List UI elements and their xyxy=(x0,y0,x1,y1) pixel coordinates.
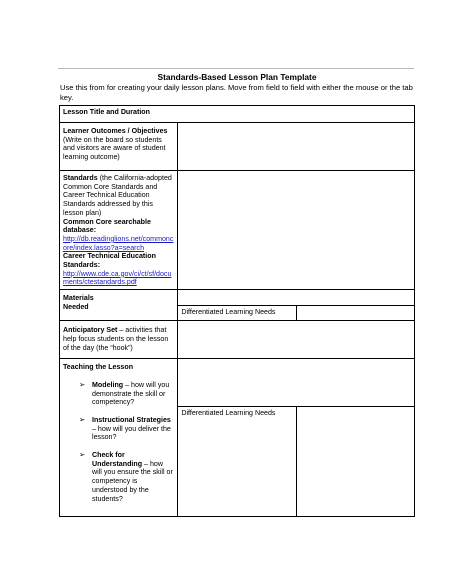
cte-label: Career Technical Education Standards: xyxy=(63,252,156,270)
instructional-strategies-text: – how will you deliver the lesson? xyxy=(92,424,171,442)
cte-link[interactable]: http://www.cde.ca.gov/ci/ct/sf/documents/ctestandards.pdf xyxy=(63,269,172,287)
anticipatory-label-cell xyxy=(60,321,178,359)
teaching-label: Teaching the Lesson xyxy=(63,363,134,372)
materials-diff-needs-label: Differentiated Learning Needs xyxy=(181,308,276,317)
document-title: Standards-Based Lesson Plan Template xyxy=(157,72,317,82)
teaching-diff-needs-cell xyxy=(178,407,296,517)
arrow-bullet-icon: ➢ xyxy=(79,450,86,460)
outcomes-label-cell xyxy=(60,123,178,171)
teaching-diff-needs-input[interactable] xyxy=(296,407,414,517)
lesson-plan-table xyxy=(59,105,415,517)
teaching-diff-needs-label: Differentiated Learning Needs xyxy=(181,409,276,418)
row-title-duration xyxy=(60,106,415,123)
materials-diff-needs-cell xyxy=(178,306,296,321)
row-materials-top xyxy=(60,290,415,306)
bullet-modeling xyxy=(79,381,174,407)
common-core-label: Common Core searchable database: xyxy=(63,217,151,235)
anticipatory-note: – activities that help focus students on the lesson of the day (the “hook”) xyxy=(63,326,169,352)
materials-diff-needs-input[interactable] xyxy=(296,306,414,321)
standards-label-cell xyxy=(60,171,178,290)
row-anticipatory xyxy=(60,321,415,359)
outcomes-input-cell[interactable] xyxy=(178,123,415,171)
title-duration-cell[interactable] xyxy=(60,106,415,123)
row-teaching-top xyxy=(60,359,415,407)
title-duration-label: Lesson Title and Duration xyxy=(63,108,150,116)
page-top-rule xyxy=(58,68,414,69)
row-standards xyxy=(60,171,415,290)
anticipatory-label: Anticipatory Set xyxy=(63,326,118,335)
materials-input-cell[interactable] xyxy=(178,290,415,306)
materials-label-cell xyxy=(60,290,178,321)
check-for-understanding-text: – how will you ensure the skill or competency is understood by the students? xyxy=(92,459,173,503)
intro-text: Use this from for creating your daily lesson plans. Move from field to field with either the mouse or the tab key. xyxy=(60,83,413,102)
bullet-instructional-strategies xyxy=(79,416,174,442)
common-core-link[interactable]: http://db.readinglions.net/commoncore/index.lasso?a=search xyxy=(63,234,174,252)
modeling-label: Modeling xyxy=(92,380,124,389)
anticipatory-input-cell[interactable] xyxy=(178,321,415,359)
bullet-check-for-understanding xyxy=(79,451,174,503)
outcomes-note: (Write on the board so students and visitors are aware of student learning outcome) xyxy=(63,135,166,162)
instructional-strategies-label: Instructional Strategies xyxy=(92,415,171,424)
materials-label: Materials Needed xyxy=(63,294,94,311)
modeling-text: – how will you demonstrate the skill or competency? xyxy=(92,380,170,407)
teaching-label-cell xyxy=(60,359,178,517)
arrow-bullet-icon: ➢ xyxy=(79,379,86,389)
standards-label: Standards xyxy=(63,174,98,182)
standards-input-cell[interactable] xyxy=(178,171,415,290)
standards-note: (the California-adopted Common Core Standards and Career Technical Education Standards addressed by this lesson plan) xyxy=(63,174,172,217)
check-for-understanding-label: Check for Understanding xyxy=(92,451,143,468)
row-outcomes xyxy=(60,123,415,171)
outcomes-label: Learner Outcomes / Objectives xyxy=(63,127,168,135)
arrow-bullet-icon: ➢ xyxy=(79,414,86,424)
teaching-input-cell[interactable] xyxy=(178,359,415,407)
